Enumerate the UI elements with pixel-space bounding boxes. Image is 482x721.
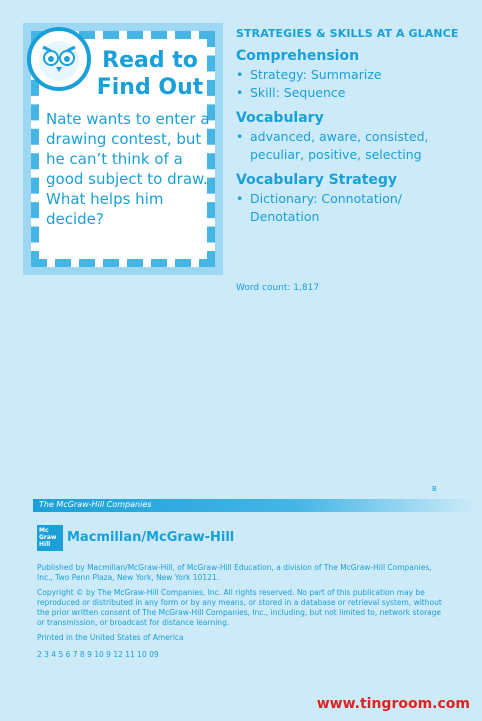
section-comprehension-title: Comprehension	[236, 48, 360, 64]
printed-text: Printed in the United States of America	[37, 633, 184, 642]
watermark: www.tingroom.com	[316, 696, 470, 712]
section-vocab-strategy-title: Vocabulary Strategy	[236, 172, 398, 188]
bar-mark: B	[432, 485, 437, 493]
owl-icon	[27, 27, 91, 91]
glance-heading: STRATEGIES & SKILLS AT A GLANCE	[236, 27, 459, 40]
published-by-text: Published by Macmillan/McGraw-Hill, of McGraw-Hill Education, a division of The McGraw-Hill Companies, Inc., Two Penn Plaza, New York, New York 10121.	[37, 563, 432, 582]
card-text: Nate wants to enter a drawing contest, but he can’t think of a good subject to draw. What helps him decide?	[46, 110, 210, 228]
card-title-line1: Read to	[102, 48, 198, 73]
vocabulary-list	[236, 128, 466, 164]
publisher-name: Macmillan/McGraw-Hill	[67, 530, 235, 545]
bar-text: The McGraw-Hill Companies	[39, 500, 152, 509]
print-numbers: 2 3 4 5 6 7 8 9 10 9 12 11 10 09	[37, 650, 159, 659]
comprehension-list	[236, 66, 466, 102]
section-vocabulary-title: Vocabulary	[236, 110, 324, 126]
list-item: • advanced, aware, consisted, peculiar, positive, selecting	[236, 128, 466, 164]
card-title-line2: Find Out	[96, 75, 204, 100]
copyright-text: Copyright © by The McGraw-Hill Companies, Inc. All rights reserved. No part of this publication may be reproduced or distributed in any form or by any means, or stored in a database or retrieval system, without the prior written consent of The McGraw-Hill Companies, Inc., including, but not limited to, network storage or transmission, or broadcast for distance learning.	[37, 588, 442, 627]
strategies-panel	[236, 27, 466, 226]
list-item: • Dictionary: Connotation/ Denotation	[236, 190, 466, 226]
list-item: • Strategy: Summarize	[236, 66, 466, 84]
word-count: Word count: 1,817	[236, 283, 320, 293]
read-to-find-out-card	[31, 31, 215, 267]
card-title	[91, 47, 209, 101]
mcgraw-hill-logo: Mc Graw Hill	[37, 525, 63, 551]
vocab-strategy-list	[236, 190, 466, 226]
list-item: • Skill: Sequence	[236, 84, 466, 102]
mcgraw-hill-bar	[33, 499, 474, 512]
